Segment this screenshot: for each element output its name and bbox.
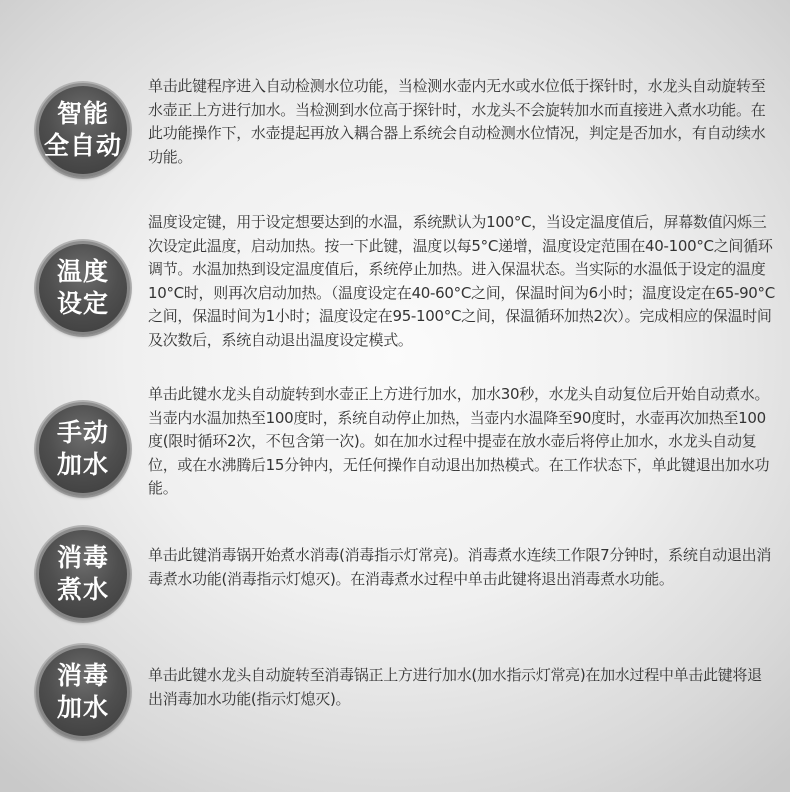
- sterilize-boil-description: 单击此键消毒锅开始煮水消毒(消毒指示灯常亮)。消毒煮水连续工作限7分钟时，系统自动退出消毒煮水功能(消毒指示灯熄灭)。在消毒煮水过程中单击此键将退出消毒煮水功能。: [148, 546, 772, 588]
- temperature-setting-description: 温度设定键，用于设定想要达到的水温，系统默认为100°C，当设定温度值后，屏幕数值闪烁三次设定此温度，启动加热。按一下此键，温度以每5°C递增，温度设定范围在40-100°C之间循环调节。水温加热到设定温度值后，系统停止加热。进入保温状态。当实际的水温低于设定的温度10°C时，则再次启动加热。（温度设定在40-60°C之间，保温时间为6小时；温度设定在65-90°C之间，保温时间为1小时；温度设定在95-100°C之间，保温循环加热2次）。完成相应的保温时间及次数后，系统自动退出温度设定模式。: [148, 213, 775, 349]
- smart-auto-badge[interactable]: [36, 83, 130, 177]
- smart-auto-description: 单击此键程序进入自动检测水位功能，当检测水壶内无水或水位低于探针时，水龙头自动旋转至水壶正上方进行加水。当检测到水位高于探针时，水龙头不会旋转加水而直接进入煮水功能。在此功能操作下，水壶提起再放入耦合器上系统会自动检测水位情况，判定是否加水，有自动续水功能。: [148, 77, 766, 166]
- badge-label-line1: 智能: [56, 99, 109, 128]
- sterilize-water-description: 单击此键水龙头自动旋转至消毒锅正上方进行加水(加水指示灯常亮)在加水过程中单击此键将退出消毒加水功能(指示灯熄灭)。: [148, 666, 762, 708]
- badge-label-line1: 消毒: [56, 543, 109, 572]
- temperature-setting-badge[interactable]: [36, 241, 130, 335]
- sterilize-water-badge[interactable]: [36, 645, 130, 739]
- manual-water-description: 单击此键水龙头自动旋转到水壶正上方进行加水，加水30秒，水龙头自动复位后开始自动煮水。当壶内水温加热至100度时，系统自动停止加热，当壶内水温降至90度时，水壶再次加热至100度(限时循环2次，不包含第一次)。如在加水过程中提壶在放水壶后将停止加水，水龙头自动复位，或在水沸腾后15分钟内，无任何操作自动退出加热模式。在工作状态下，单此键退出加水功能。: [148, 385, 770, 497]
- manual-water-badge[interactable]: [36, 402, 130, 496]
- badge-label-line1: 消毒: [56, 661, 109, 690]
- badge-label-line2: 全自动: [43, 131, 122, 160]
- badge-label-line2: 设定: [56, 289, 109, 318]
- badge-label-line2: 加水: [56, 693, 109, 722]
- badge-label-line2: 加水: [56, 450, 109, 479]
- badge-label-line1: 手动: [56, 418, 109, 447]
- badge-label-line2: 煮水: [56, 575, 109, 604]
- badge-label-line1: 温度: [56, 257, 109, 286]
- sterilize-boil-badge[interactable]: [36, 527, 130, 621]
